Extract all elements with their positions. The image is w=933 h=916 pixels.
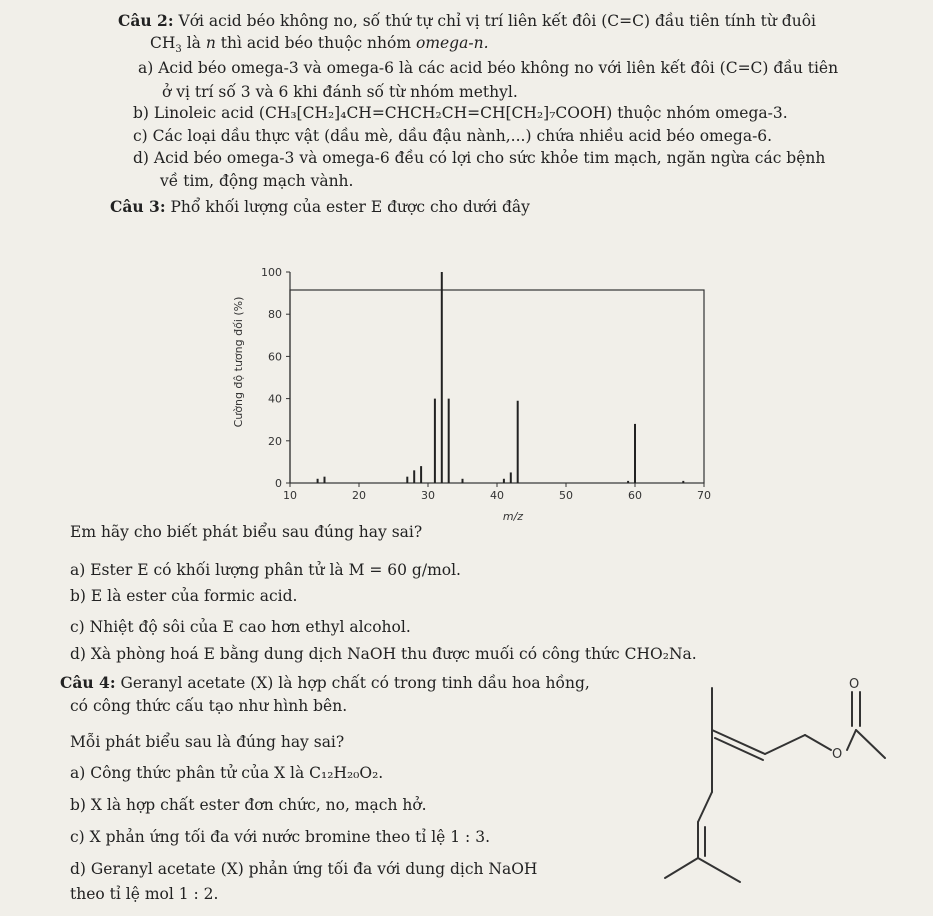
q4-heading: Câu 4: bbox=[60, 673, 116, 692]
q4-line-2: có công thức cấu tạo như hình bên. bbox=[70, 697, 348, 715]
linoleic-formula: (CH₃[CH₂]₄CH=CHCH₂CH=CH[CH₂]₇COOH) bbox=[258, 104, 613, 122]
q3-statement-d: d) Xà phòng hoá E bằng dung dịch NaOH thu được muối có công thức CHO₂Na. bbox=[70, 645, 697, 663]
q2-text-1: Với acid béo không no, số thứ tự chỉ vị trí liên kết đôi (C=C) đầu tiên tính từ đuôi bbox=[178, 12, 816, 30]
ester-oxygen-label: O bbox=[832, 747, 843, 762]
x-tick-label: 60 bbox=[628, 489, 642, 502]
y-tick-label: 20 bbox=[268, 434, 282, 448]
q3-statement-b: b) E là ester của formic acid. bbox=[70, 587, 298, 605]
q4-statement-a: a) Công thức phân tử của X là C₁₂H₂₀O₂. bbox=[70, 764, 384, 782]
q3-statement-c: c) Nhiệt độ sôi của E cao hơn ethyl alcohol. bbox=[70, 618, 411, 636]
q2-statement-b: b) Linoleic acid (CH₃[CH₂]₄CH=CHCH₂CH=CH[CH₂]₇COOH) thuộc nhóm omega-3. bbox=[133, 104, 788, 122]
q3-heading: Câu 3: bbox=[110, 197, 166, 216]
x-tick-label: 50 bbox=[559, 489, 573, 502]
x-tick-label: 10 bbox=[283, 489, 297, 502]
q4-line-1: Câu 4: Geranyl acetate (X) là hợp chất có trong tinh dầu hoa hồng, bbox=[60, 673, 590, 692]
x-tick-label: 20 bbox=[352, 489, 366, 502]
q2-statement-a-1: a) Acid béo omega-3 và omega-6 là các acid béo không no với liên kết đôi (C=C) đầu tiên bbox=[138, 59, 839, 77]
y-tick-label: 60 bbox=[268, 350, 282, 364]
mass-spectrum-chart bbox=[228, 262, 728, 527]
y-tick-label: 80 bbox=[268, 308, 282, 322]
q2-statement-d-2: về tim, động mạch vành. bbox=[160, 172, 354, 190]
q2-statement-c: c) Các loại dầu thực vật (dầu mè, dầu đậu nành,...) chứa nhiều acid béo omega-6. bbox=[133, 127, 773, 145]
y-tick-label: 40 bbox=[268, 392, 282, 406]
y-tick-label: 0 bbox=[275, 477, 282, 490]
plot-frame bbox=[290, 290, 704, 483]
q4-statement-d-1: d) Geranyl acetate (X) phản ứng tối đa với dung dịch NaOH bbox=[70, 860, 538, 878]
carbonyl-oxygen-label: O bbox=[849, 677, 860, 692]
q4-statement-c: c) X phản ứng tối đa với nước bromine theo tỉ lệ 1 : 3. bbox=[70, 828, 490, 846]
x-tick-label: 70 bbox=[697, 489, 711, 502]
q3-line-title bbox=[110, 198, 530, 217]
q3-statement-a: a) Ester E có khối lượng phân tử là M = 60 g/mol. bbox=[70, 561, 461, 579]
q2-heading: Câu 2: bbox=[118, 11, 174, 30]
x-tick-label: 40 bbox=[490, 489, 504, 502]
q2-statement-a-2: ở vị trí số 3 và 6 khi đánh số từ nhóm methyl. bbox=[162, 83, 518, 101]
q4-prompt: Mỗi phát biểu sau là đúng hay sai? bbox=[70, 733, 345, 751]
q3-title: Phổ khối lượng của ester E được cho dưới đây bbox=[170, 198, 530, 216]
x-tick-label: 30 bbox=[421, 489, 435, 502]
y-tick-label: 100 bbox=[261, 266, 282, 279]
q2-line-2: $CH_3$ là n thì acid béo thuộc nhóm omega-n. bbox=[150, 34, 489, 56]
q4-statement-b: b) X là hợp chất ester đơn chức, no, mạch hở. bbox=[70, 796, 427, 814]
y-axis-label: Cường độ tương đối (%) bbox=[232, 296, 245, 428]
geranyl-acetate-structure bbox=[655, 672, 915, 892]
q3-prompt: Em hãy cho biết phát biểu sau đúng hay sai? bbox=[70, 523, 423, 541]
q2-statement-d-1: d) Acid béo omega-3 và omega-6 đều có lợi cho sức khỏe tim mạch, ngăn ngừa các bệnh bbox=[133, 149, 826, 167]
x-axis-label: m/z bbox=[502, 510, 524, 523]
q4-statement-d-2: theo tỉ lệ mol 1 : 2. bbox=[70, 885, 219, 903]
q2-line-1 bbox=[118, 12, 816, 31]
